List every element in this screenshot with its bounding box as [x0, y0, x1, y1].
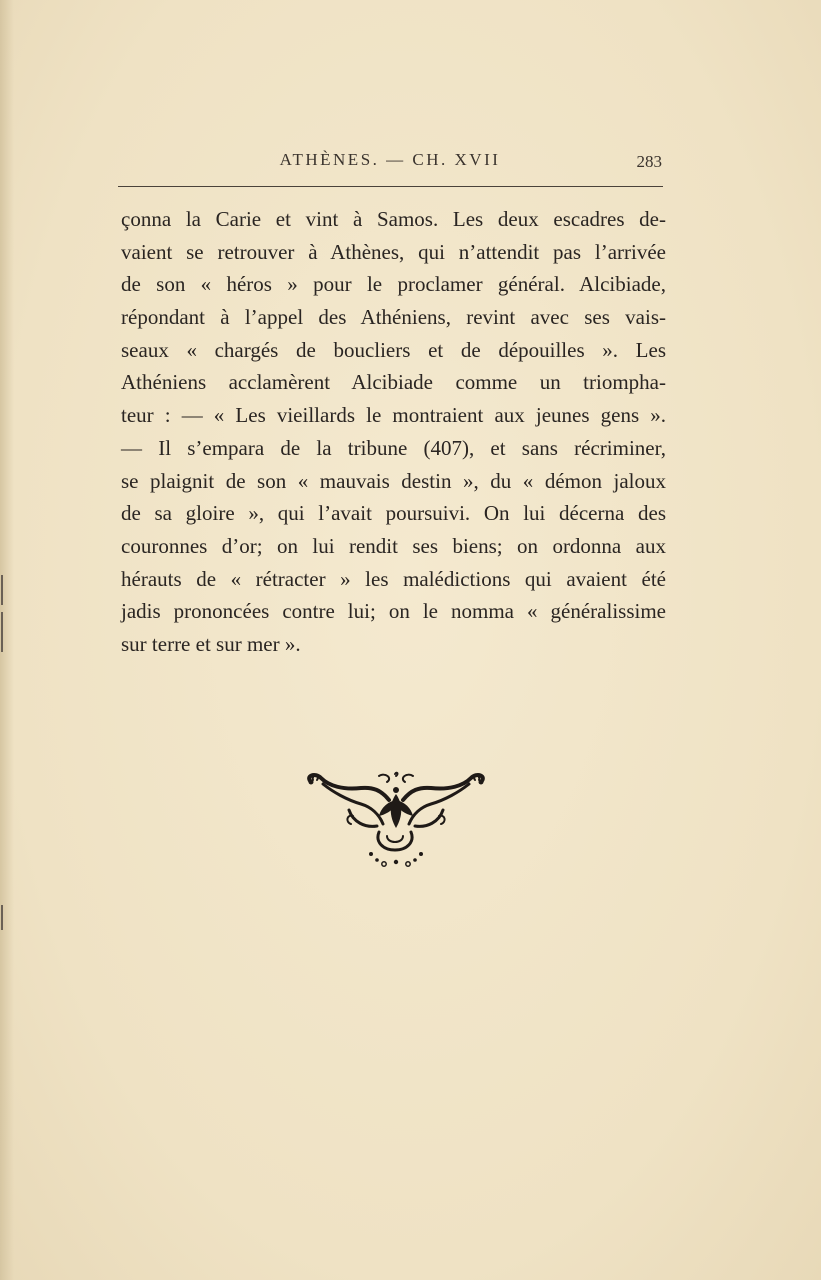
text-line: teur : — « Les vieillards le montraient aux jeunes gens ». [121, 403, 666, 428]
text-line: çonna la Carie et vint à Samos. Les deux escadres de- [121, 207, 666, 231]
text-line: vaient se retrouver à Athènes, qui n’attendit pas l’arrivée [121, 239, 666, 264]
text-line: se plaignit de son « mauvais destin », du « démon jaloux [121, 468, 666, 493]
text-line: sur terre et sur mer ». [121, 631, 301, 656]
text-line: — Il s’empara de la tribune (407), et sans récriminer, [121, 435, 666, 460]
page-header [118, 150, 662, 180]
text-line: couronnes d’or; on lui rendit ses biens; on ordonna aux [121, 533, 666, 558]
text-line: de son « héros » pour le proclamer général. Alcibiade, [121, 272, 666, 297]
gutter-mark [1, 575, 3, 605]
text-line: hérauts de « rétracter » les malédictions qui avaient été [121, 566, 666, 591]
tailpiece-ornament-icon [303, 770, 489, 870]
running-head: ATHÈNES. — CH. XVII [279, 150, 501, 169]
page-number: 283 [636, 152, 662, 171]
header-rule [118, 186, 663, 187]
body-text [121, 203, 666, 661]
text-line: Athéniens acclamèrent Alcibiade comme un triompha- [121, 370, 666, 395]
text-line: répondant à l’appel des Athéniens, revint avec ses vais- [121, 305, 666, 330]
gutter-mark [1, 905, 3, 930]
text-line: jadis prononcées contre lui; on le nomma « généralissime [121, 599, 666, 624]
text-line: seaux « chargés de boucliers et de dépouilles ». Les [121, 337, 666, 362]
text-line: de sa gloire », qui l’avait poursuivi. On lui décerna des [121, 501, 666, 526]
gutter-mark [1, 612, 3, 652]
